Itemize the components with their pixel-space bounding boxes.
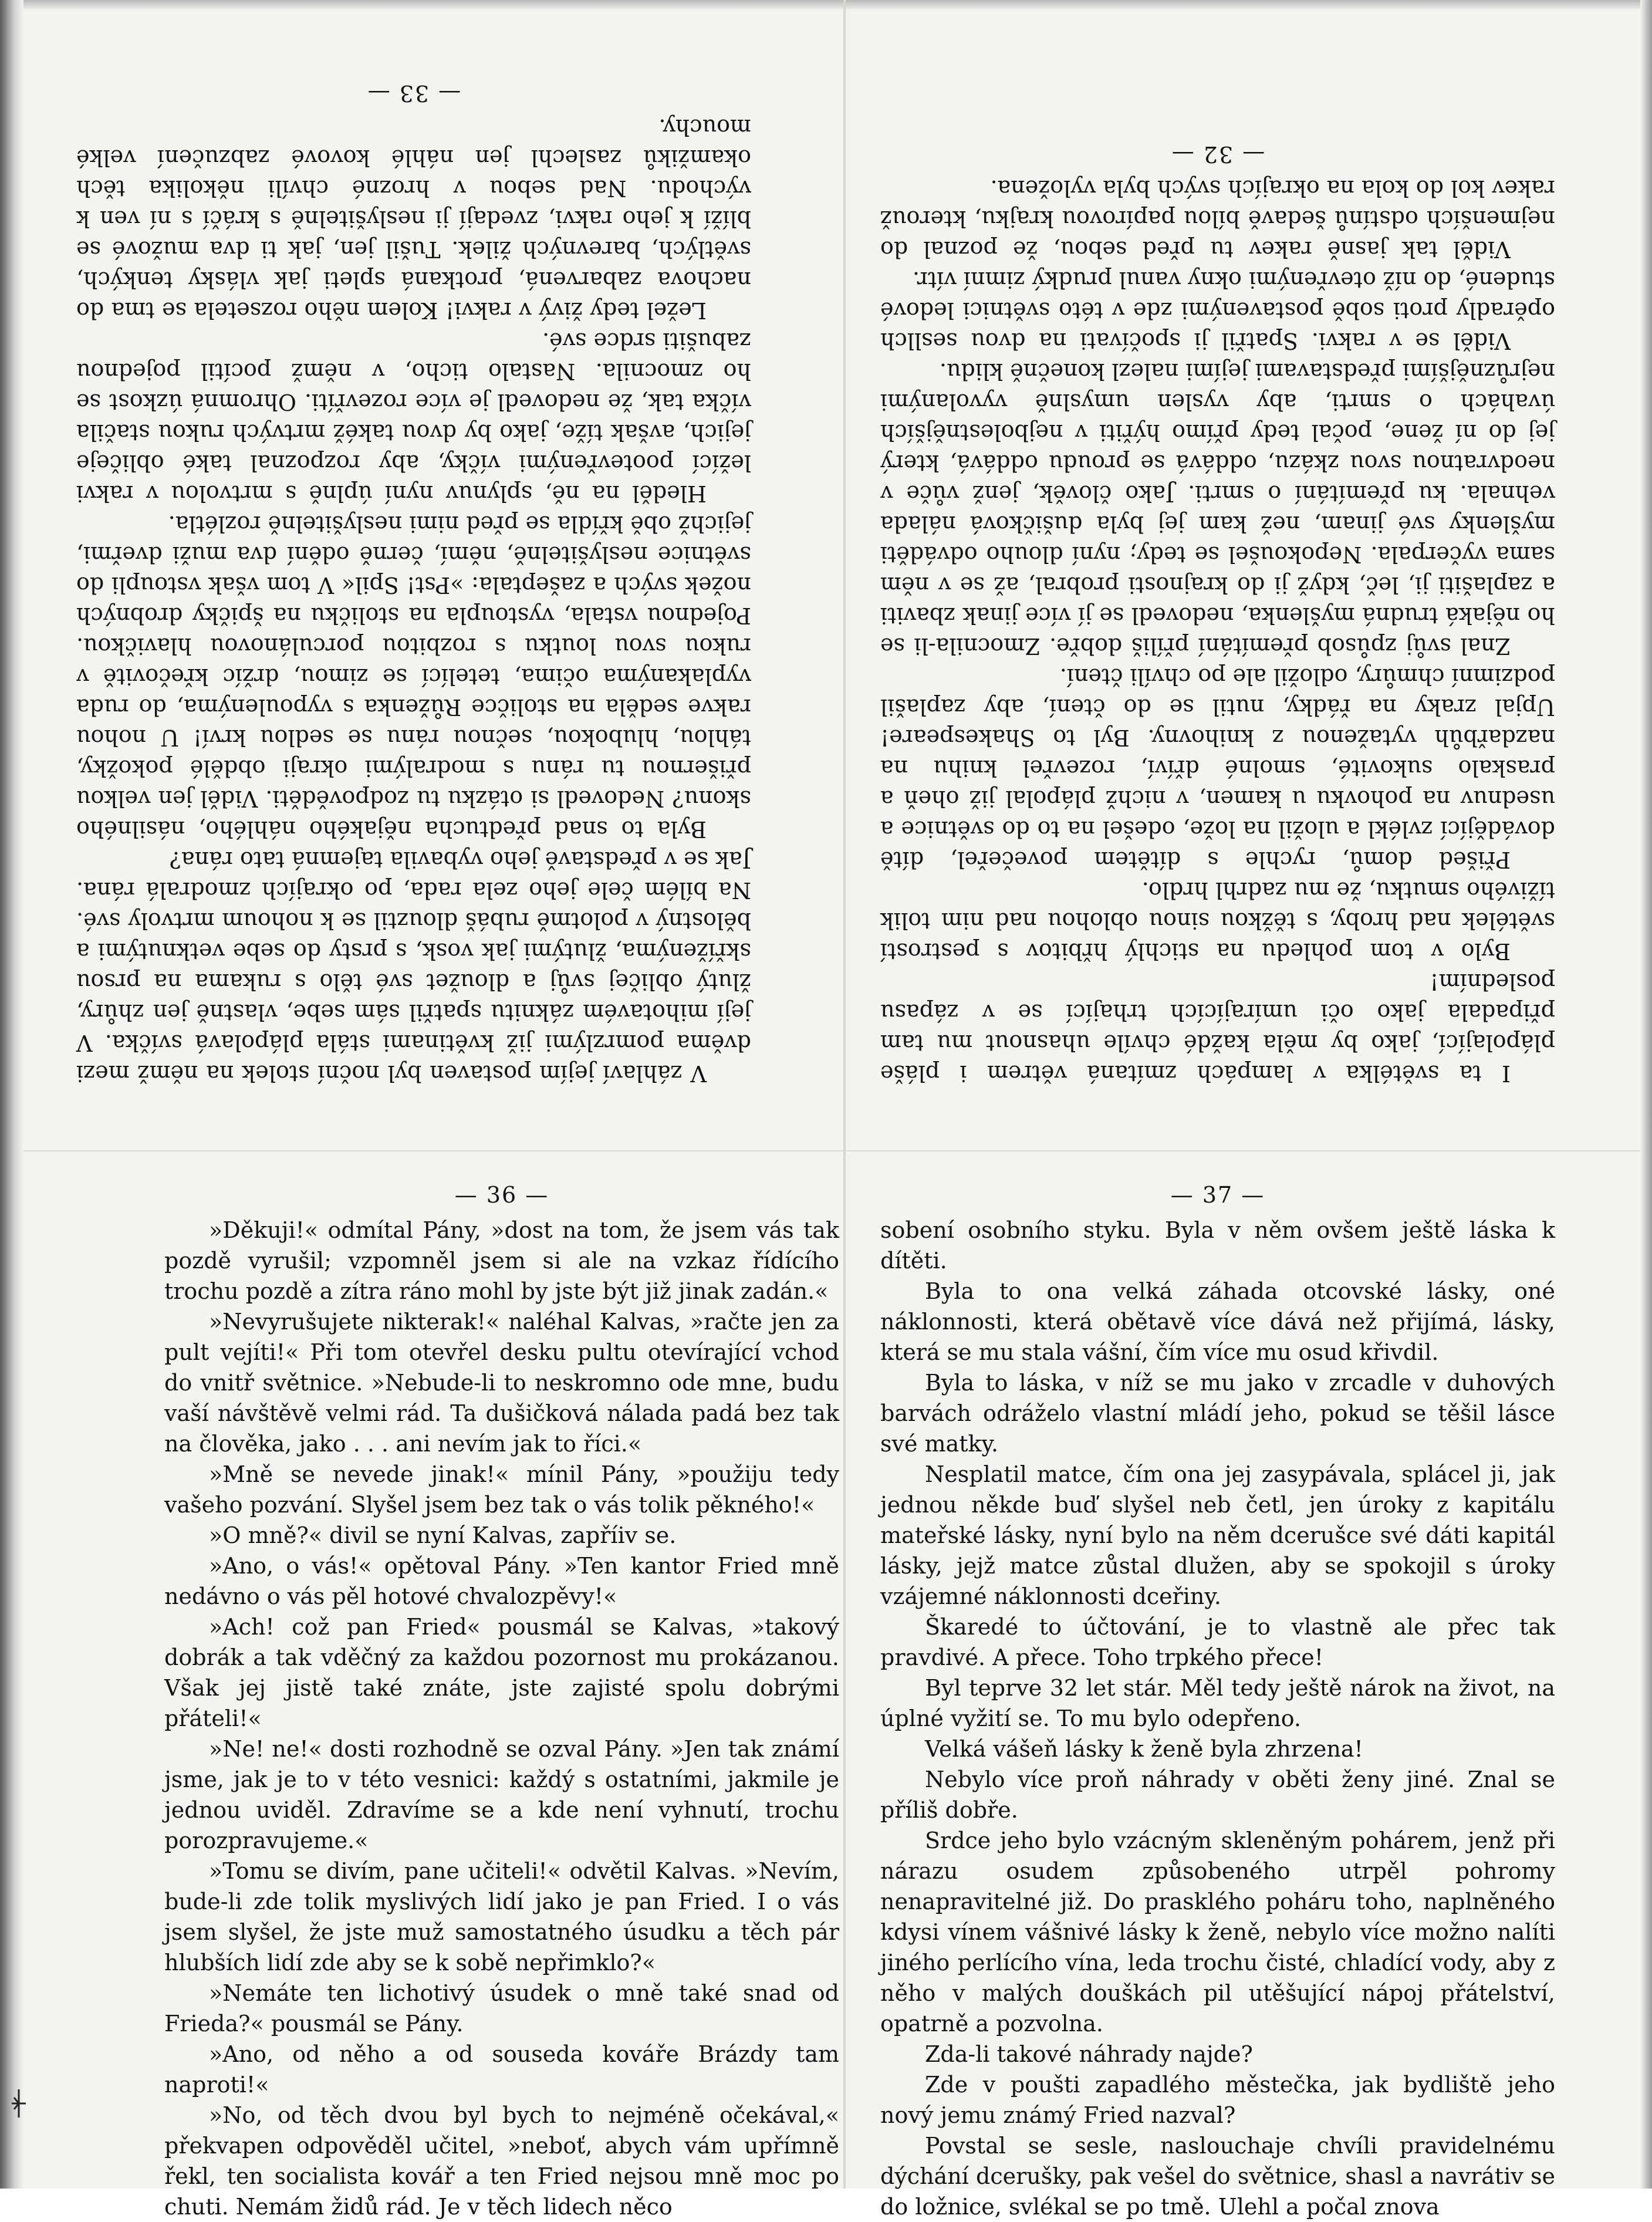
paragraph: Škaredé to účtování, je to vlastně ale přec tak pravdivé. A přece. Toho trpkého přece! xyxy=(880,1614,1555,1670)
paragraph: Nebylo více proň náhrady v oběti ženy jiné. Znal se příliš dobře. xyxy=(880,1767,1555,1823)
page-36 xyxy=(164,1180,839,2220)
page-number: — 37 — xyxy=(1170,1182,1265,1208)
page-number: — 32 — xyxy=(1170,141,1265,167)
scan-edge-right xyxy=(1640,0,1652,2189)
paragraph: Hleděl na ně, splynuv nyní úplně s mrtvolou v rakvi ležící pootevřenými víčky, aby rozpoznal také obličeje jejich, avšak tíže, jako by dvou takéž mrtvých rukou stačila víčka tak, že nedovedl je více rozevříti. Ohromná úzkost se ho zmocnila. Nastalo ticho, v němž pocítil pojednou zabušiti srdce své. xyxy=(76,328,751,506)
paragraph: »Tomu se divím, pane učiteli!« odvětil Kalvas. »Nevím, bude-li zde tolik myslivých lidí jako je pan Fried. I o vás jsem slyšel, že jste muž samostatného úsudku a těch pár hlubších lidí zde aby se k sobě nepřimklo?« xyxy=(164,1858,839,1976)
page-37 xyxy=(880,1180,1555,2220)
paragraph: Přišed domů, rychle s dítětem povečeřel, dítě dovádějící zvlékl a uložil na lože, odešel na to do světnice a usednuv na pohovku u kamen, v nichž plápolal již oheň a praskalo sukovité, smolné dříví, rozevřel knihu na nazdařbůh vytaženou z knihovny. Byl to Shakespeare! Upjal zraky na řádky, nutil se do čtení, aby zaplašil podzimní chmůry, odložil ale po chvíli čtení. xyxy=(880,664,1555,873)
paragraph: Byla to láska, v níž se mu jako v zrcadle v duhových barvách odráželo vlastní mládí jeho, pokud se těšil lásce své matky. xyxy=(880,1370,1555,1457)
paragraph: Byla to ona velká záhada otcovské lásky, oné náklonnosti, která obětavě více dává než přijímá, lásky, která se mu stala vášní, čím více mu osud křivdil. xyxy=(880,1278,1555,1365)
paragraph: Povstal se sesle, naslouchaje chvíli pravidelnému dýchání dcerušky, pak vešel do světnice, shasl a navrátiv se do ložnice, svlékal se po tmě. Ulehl a počal znova xyxy=(880,2133,1555,2220)
paragraph: Byl teprve 32 let stár. Měl tedy ještě nárok na život, na úplné vyžití se. To mu bylo odepřeno. xyxy=(880,1675,1555,1731)
paragraph: »Nevyrušujete nikterak!« naléhal Kalvas, »račte jen za pult vejíti!« Při tom otevřel desku pultu otevírající vchod do vnitř světnice. »Nebude-li to neskromno ode mne, budu vaší návštěvě velmi rád. Ta dušičková nálada padá bez tak na člověka, jako . . . ani nevím jak to říci.« xyxy=(164,1309,839,1457)
page-32 xyxy=(880,73,1555,1089)
page-content xyxy=(880,173,1555,1089)
page-33 xyxy=(76,32,751,1089)
page-number: — 33 — xyxy=(366,80,461,106)
paragraph: Velká vášeň lásky k ženě byla zhrzena! xyxy=(925,1736,1363,1762)
scan-edge-top xyxy=(0,0,1652,11)
paragraph: Nesplatil matce, čím ona jej zasypávala, splácel ji, jak jednou někde buď slyšel neb četl, jen úroky z kapitálu mateřské lásky, nyní bylo na něm dcerušce své dáti kapitál lásky, jejž matce zůstal dlužen, aby se spokojil s úroky vzájemné náklonnosti dceřiny. xyxy=(880,1461,1555,1609)
fold-marker-icon xyxy=(11,2089,27,2118)
paragraph: Zda-li takové náhrady najde? xyxy=(925,2041,1253,2067)
paragraph: Zde v poušti zapadlého městečka, jak bydliště jeho nový jemu známý Fried nazval? xyxy=(880,2072,1555,2128)
paragraph: »Ach! což pan Fried« pousmál se Kalvas, »takový dobrák a tak vděčný za každou pozornost mu prokázanou. Však jej jistě také znáte, jste zajisté spolu dobrými přáteli!« xyxy=(164,1614,839,1731)
paragraph: »Děkuji!« odmítal Pány, »dost na tom, že jsem vás tak pozdě vyrušil; vzpomněl jsem si ale na vzkaz řídícího trochu pozdě a zítra ráno mohl by jste být již jinak zadán.« xyxy=(164,1217,839,1304)
paragraph: Znal svůj způsob přemítání příliš dobře. Zmocnila-li se ho nějaká trudná myšlenka, nedovedl se jí více jinak zbaviti a zaplašiti ji, leč, když ji do krajnosti probral, až se v něm sama vyčerpala. Nepokoušel se tedy; nyní dlouho odváděti myšlenky své jinam, než kam jej byla dušičková nálada vehnala. ku přemítání o smrti. Jako člověk, jenž vůče v neodvratnou svou zkázu, oddává se proudu oddává, který jej do ní žene, počal tedy přímo hýřiti v nejbolestnějších úvahách o smrti, aby vyslen umyslně vyvolanými nejrůznějšími představami jejími nalezl konečně klidu. xyxy=(880,359,1555,659)
paragraph: »Ne! ne!« dosti rozhodně se ozval Pány. »Jen tak známí jsme, jak je to v této vesnici: každý s ostatními, jakmile je jednou uviděl. Zdravíme se a kde není vyhnutí, trochu porozpravujeme.« xyxy=(164,1736,839,1853)
center-fold xyxy=(843,0,846,2189)
page-content xyxy=(76,112,751,1089)
paragraph: »No, od těch dvou byl bych to nejméně očekával,« překvapen odpověděl učitel, »neboť, abych vám upřímně řekl, ten socialista kovář a ten Fried nejsou mně moc po chuti. Nemám židů rád. Je v těch lidech něco xyxy=(164,2102,839,2220)
paragraph: Srdce jeho bylo vzácným skleněným pohárem, jenž při nárazu osudem způsobeného utrpěl pohromy nenapravitelné již. Do prasklého poháru toho, naplněného kdysi vínem vášnivé lásky k ženě, nebylo více možno nalíti jiného perlícího vína, leda trochu čisté, chladící vody, aby z něho v malých douškách pil utěšující nápoj přátelství, opatrně a pozvolna. xyxy=(880,1828,1555,2037)
paragraph: I ta světélka v lampách zmítaná větrem i pláše plápolající, jako by měla každé chvíle uhasnout mu tam připadala jako oči umírajících trhající se v zápasu posledním! xyxy=(880,969,1555,1086)
paragraph: »Ano, od něho a od souseda kováře Brázdy tam naproti!« xyxy=(164,2041,839,2098)
paragraph: Viděl tak jasně rakev tu před sebou, že poznal do nejmenších odstínů šedavě bílou papírovou krajku, kterouž rakev kol do kola na okrajích svých byla vyložena. xyxy=(880,175,1555,262)
paragraph: »Mně se nevede jinak!« mínil Pány, »použiju tedy vašeho pozvání. Slyšel jsem bez tak o vás tolik pěkného!« xyxy=(164,1461,839,1518)
paragraph: Ležel tedy živý v rakvi! Kolem něho rozsetela se tma do nachova zabarvená, protkaná spleti jak vlásky tenkých, světlých, barevných žilek. Tušil jen, jak ti dva mužové se blíží k jeho rakvi, zvedají ji neslyšitelně s kráčí s ní ven k východu. Nad sebou v hrozné chvíli několika těch okamžiků zaslechl jen náhlé kovové zabzučení velké mouchy. xyxy=(76,114,751,323)
paragraph: Viděl se v rakvi. Spatřil ji spočívati na dvou sesllch opěradly proti sobě postavenými zde v této světnici ledové studené, do níž otevřenými okny vanul prudký zimní vítr. xyxy=(880,267,1555,354)
paragraph: V záhlaví jejím postaven byl noční stolek na němž mezi dvěma pomrzlými již květinami stála plápolavá svíčka. V její mihotavém záknitu spatřil sám sebe, vlastně jen zhůry, žlutý obličej svůj a dloužet své tělo s rukama na prsou skříženýma, žlutými jak vosk, s prsty do sebe vetknutými a bělostný v polotmě rubáš dlouztil se k nohoum mrtvoly své. Na bílém čele jeho zela rada, po okrajích zmodralá rána. Jak se v představě jeho vybavila tajemná tato rána? xyxy=(76,847,751,1086)
scan-edge-left xyxy=(0,0,23,2189)
paragraph: Bylo v tom pohledu na stichlý hřbitov s pestrostí světélek nad hroby, s těžkou sinou oblohou nad nim tolik tíživého smutku, že mu zadrhl hrdlo. xyxy=(880,877,1555,964)
horizontal-fold xyxy=(23,1150,1640,1151)
paragraph: »Nemáte ten lichotivý úsudek o mně také snad od Frieda?« pousmál se Pány. xyxy=(164,1980,839,2037)
paragraph: »Ano, o vás!« opětoval Pány. »Ten kantor Fried mně nedávno o vás pěl hotové chvalozpěvy!« xyxy=(164,1553,839,1609)
paragraph: sobení osobního styku. Byla v něm ovšem ještě láska k dítěti. xyxy=(880,1217,1555,1274)
page-number: — 36 — xyxy=(454,1182,549,1208)
paragraph: »O mně?« divil se nyní Kalvas, zapříiv se. xyxy=(209,1522,677,1548)
paragraph: Byla to snad předtucha nějakého náhlého, násilného skonu? Nedovedl si otázku tu zodpověděti. Viděl jen velkou přišernou tu ránu s modralými okraji obdělé pokožky, táhlou, hlubokou, sečnou ránu se sedlou krví! U nohou rakve seděla na stoličce Růženka s vypoulenýma, do ruda vyplakanýma očima, tetelící se zimou, držíc křečovitě v rukou svou loutku s rozbitou porculánovou hlavičkou. Pojednou vstala, vystoupla na stoličku na špičky drobných nožek svých a zašeptala: »Pst! Spil« V tom však vstoupli do světnice neslyšitelně, němí, černě odění dva muži dveřmi, jejichž obě křídla se před nimi neslyšitelně rozlétla. xyxy=(76,511,751,842)
